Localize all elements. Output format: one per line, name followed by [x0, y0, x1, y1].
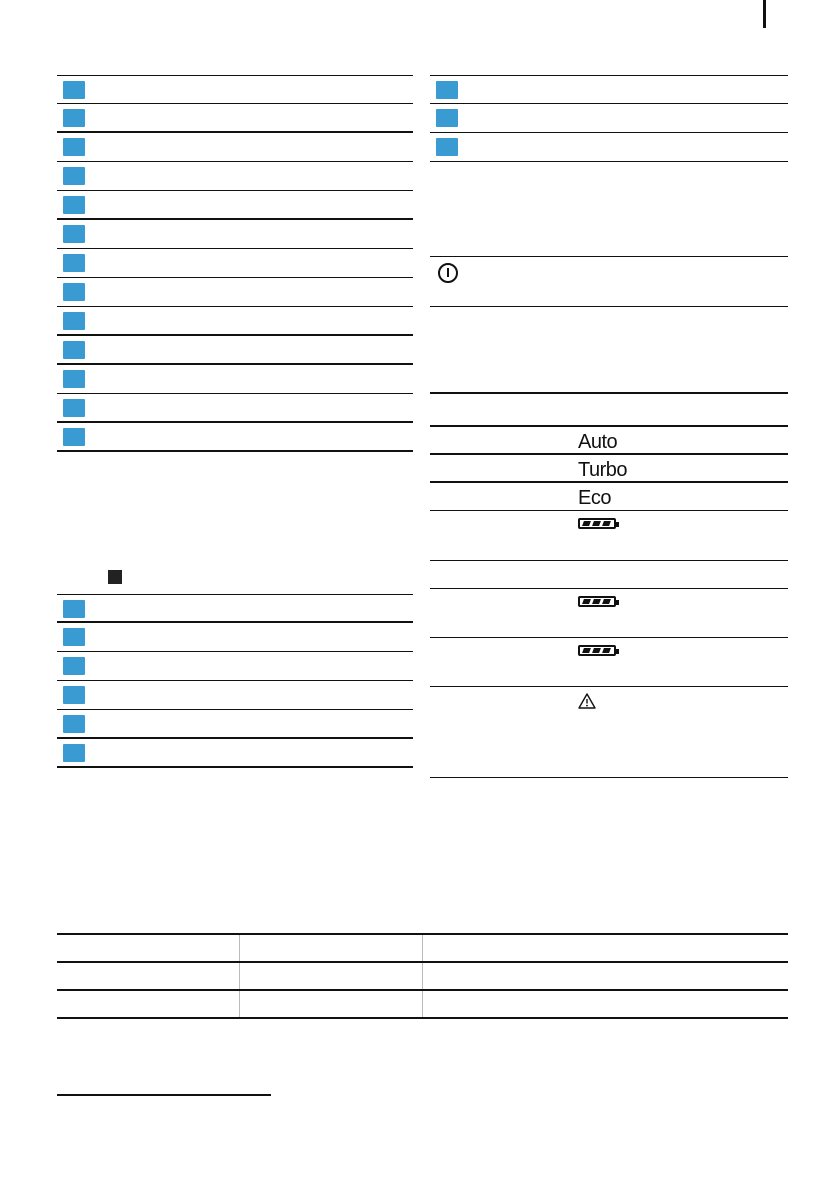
- number-badge: [63, 225, 85, 243]
- page-marker-rule: [763, 0, 766, 28]
- battery-icon: [578, 596, 616, 607]
- left-numbered-table: [57, 75, 413, 452]
- table-row: [57, 191, 413, 220]
- power-row: [430, 256, 788, 307]
- number-badge: [436, 81, 458, 99]
- battery-row-3: [430, 638, 788, 687]
- table-row: [430, 133, 788, 162]
- table-row: [57, 991, 788, 1019]
- modes-table: [430, 392, 788, 778]
- table-row: [57, 623, 413, 652]
- number-badge: [63, 370, 85, 388]
- battery-icon: [578, 518, 616, 529]
- battery-row-1: [430, 511, 788, 561]
- number-badge: [63, 81, 85, 99]
- mode-row-turbo: [430, 455, 788, 483]
- footnote-rule: [57, 1094, 271, 1096]
- stop-square-icon: [108, 570, 122, 584]
- table-row: [57, 133, 413, 162]
- number-badge: [436, 109, 458, 127]
- battery-icon: [578, 645, 616, 656]
- table-row: [57, 278, 413, 307]
- number-badge: [63, 628, 85, 646]
- battery-row-2: [430, 589, 788, 638]
- number-badge: [63, 254, 85, 272]
- number-badge: [63, 657, 85, 675]
- number-badge: [63, 109, 85, 127]
- table-header-row: [430, 392, 788, 427]
- number-badge: [63, 744, 85, 762]
- number-badge: [63, 428, 85, 446]
- table-row: [57, 75, 413, 104]
- number-badge: [63, 138, 85, 156]
- table-row: [57, 249, 413, 278]
- mode-row-eco: [430, 483, 788, 511]
- table-row: [57, 394, 413, 423]
- table-row: [57, 365, 413, 394]
- number-badge: [63, 167, 85, 185]
- mode-eco-label: Eco: [578, 487, 611, 509]
- number-badge: [63, 686, 85, 704]
- table-row: [57, 933, 788, 963]
- table-row: [57, 594, 413, 623]
- table-row: [430, 75, 788, 104]
- blank-row: [430, 561, 788, 589]
- number-badge: [63, 341, 85, 359]
- left-numbered-table-2: [57, 594, 413, 768]
- mode-turbo-label: Turbo: [578, 459, 628, 481]
- number-badge: [63, 399, 85, 417]
- table-row: [57, 423, 413, 452]
- table-row: [57, 307, 413, 336]
- warning-triangle-icon: [578, 693, 596, 709]
- warning-row: [430, 687, 788, 778]
- power-section: [430, 256, 788, 307]
- bottom-table: [57, 933, 788, 1019]
- table-row: [57, 104, 413, 133]
- number-badge: [63, 600, 85, 618]
- number-badge: [63, 283, 85, 301]
- table-row: [57, 336, 413, 365]
- number-badge: [63, 196, 85, 214]
- table-row: [57, 162, 413, 191]
- number-badge: [63, 715, 85, 733]
- table-row: [57, 710, 413, 739]
- table-row: [57, 652, 413, 681]
- mode-row-auto: [430, 427, 788, 455]
- table-row: [430, 104, 788, 133]
- table-row: [57, 739, 413, 768]
- mode-auto-label: Auto: [578, 431, 618, 453]
- table-row: [57, 681, 413, 710]
- number-badge: [63, 312, 85, 330]
- table-row: [57, 963, 788, 991]
- right-numbered-table: [430, 75, 788, 162]
- table-row: [57, 220, 413, 249]
- number-badge: [436, 138, 458, 156]
- power-button-icon: [438, 263, 458, 283]
